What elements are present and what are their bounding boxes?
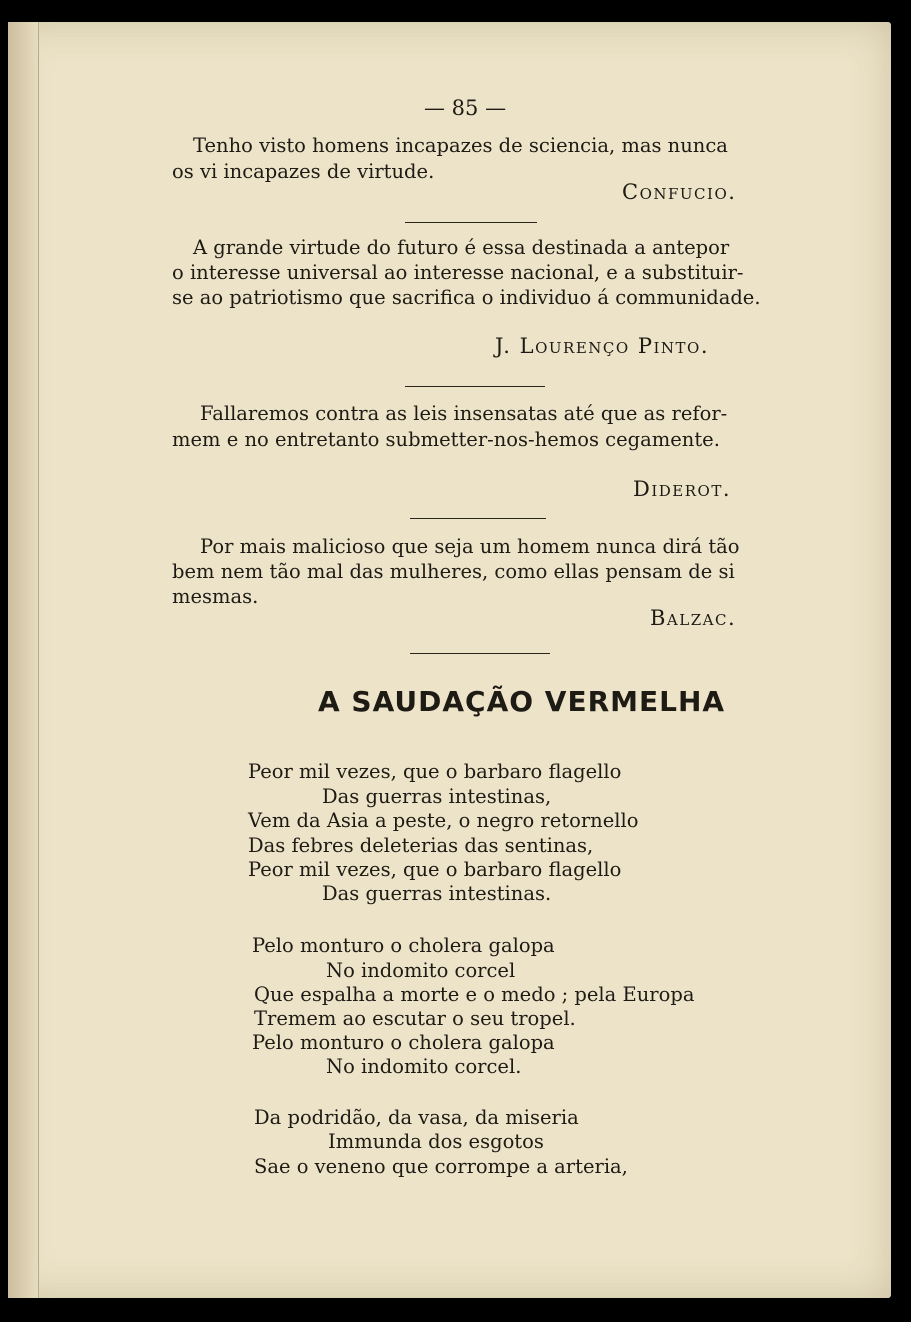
poem-line: No indomito corcel. xyxy=(326,1055,522,1078)
poem-line: Pelo monturo o cholera galopa xyxy=(252,934,555,957)
poem-line: Das guerras intestinas, xyxy=(322,785,552,808)
poem-line: Das guerras intestinas. xyxy=(322,882,552,905)
poem-line: Peor mil vezes, que o barbaro flagello xyxy=(248,858,622,881)
quote-3-line-1: Fallaremos contra as leis insensatas até que as refor- xyxy=(200,402,728,425)
quote-3-line-2: mem e no entretanto submetter-nos-hemos cegamente. xyxy=(172,428,720,451)
separator-rule xyxy=(405,386,545,387)
separator-rule xyxy=(410,653,550,654)
separator-rule xyxy=(410,518,546,519)
quote-4-line-2: bem nem tão mal das mulheres, como ellas pensam de si xyxy=(172,560,735,583)
quote-4-author: Balzac. xyxy=(650,606,737,630)
separator-rule xyxy=(405,222,537,223)
poem-line: Da podridão, da vasa, da miseria xyxy=(254,1106,579,1129)
quote-2-line-1: A grande virtude do futuro é essa destinada a antepor xyxy=(193,236,730,259)
quote-1-author: Confucio. xyxy=(622,180,737,204)
quote-1-line-2: os vi incapazes de virtude. xyxy=(172,160,435,183)
poem-line: Das febres deleterias das sentinas, xyxy=(248,834,594,857)
poem-line: Pelo monturo o cholera galopa xyxy=(252,1031,555,1054)
quote-2-line-2: o interesse universal ao interesse nacional, e a substituir- xyxy=(172,261,744,284)
poem-line: Tremem ao escutar o seu tropel. xyxy=(254,1007,576,1030)
quote-2-author: J. Lourenço Pinto. xyxy=(495,334,709,358)
poem-line: Sae o veneno que corrompe a arteria, xyxy=(254,1155,628,1178)
page-gutter xyxy=(8,22,39,1298)
poem-line: Que espalha a morte e o medo ; pela Europa xyxy=(254,983,695,1006)
quote-1-line-1: Tenho visto homens incapazes de sciencia, mas nunca xyxy=(193,134,728,157)
quote-2-line-3: se ao patriotismo que sacrifica o individuo á communidade. xyxy=(172,286,761,309)
poem-line: Immunda dos esgotos xyxy=(328,1130,544,1153)
poem-line: No indomito corcel xyxy=(326,959,516,982)
quote-4-line-1: Por mais malicioso que seja um homem nunca dirá tão xyxy=(200,535,740,558)
poem-line: Vem da Asia a peste, o negro retornello xyxy=(248,809,639,832)
poem-line: Peor mil vezes, que o barbaro flagello xyxy=(248,760,622,783)
poem-title: A SAUDAÇÃO VERMELHA xyxy=(318,685,726,718)
page-number: — 85 — xyxy=(424,96,507,120)
quote-3-author: Diderot. xyxy=(633,477,732,501)
quote-4-line-3: mesmas. xyxy=(172,585,259,608)
